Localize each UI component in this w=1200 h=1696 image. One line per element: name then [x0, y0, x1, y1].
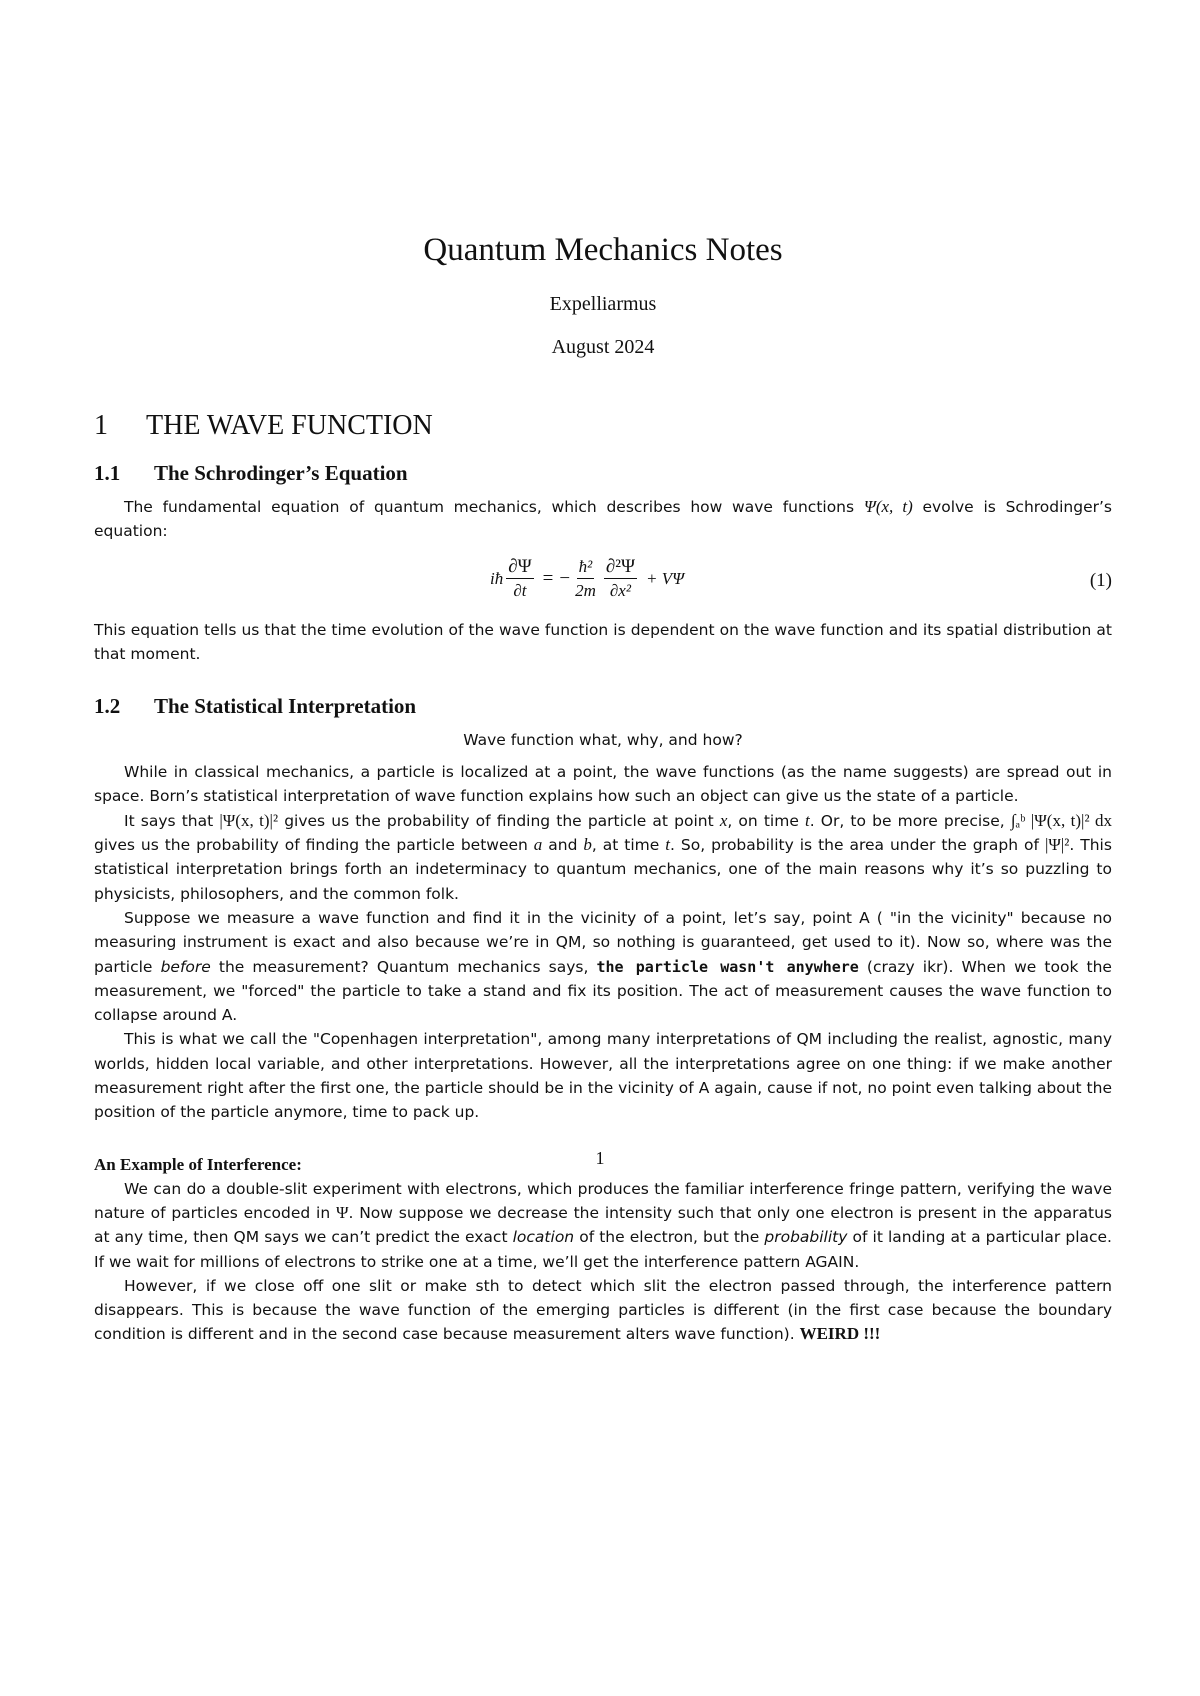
paragraph-measurement: Suppose we measure a wave function and find it in the vicinity of a point, let’s say, point A ( "in the vicinity" because no measuring instrument is exact and also because we’re in QM, so nothing is guaranteed, get used to it). Now so, where was the particle before the measurement? Quantum mechanics says, the particle wasn't anywhere (crazy ikr). When we took the measurement, we "forced" the particle to take a stand and fix its position. The act of measurement causes the wave function to collapse around A. — [94, 908, 1112, 1025]
equation-schrodinger — [94, 552, 1112, 614]
paragraph-schrodinger-intro: The fundamental equation of quantum mechanics, which describes how wave functions Ψ(x, t) evolve is Schrodinger’s equation: — [94, 497, 1113, 541]
paragraph-copenhagen: This is what we call the "Copenhagen interpretation", among many interpretations of QM including the realist, agnostic, many worlds, hidden local variable, and other interpretations. However, all the interpretations agree on one thing: if we make another measurement right after the first one, the particle should be in the vicinity of A again, cause if not, no point even talking about the position of the particle anymore, time to pack up. — [94, 1030, 1112, 1122]
emphasis-location: location — [512, 1228, 575, 1247]
example-heading: An Example of Interference: — [94, 1154, 302, 1174]
page-content — [94, 232, 1112, 1347]
eq-lhs-prefix: iħ — [490, 569, 504, 589]
subsection-title: The Schrodinger’s Equation — [154, 461, 408, 485]
subsection-number: 1.2 — [94, 694, 121, 719]
inline-math: a — [533, 835, 543, 855]
subsection-heading-1-1 — [94, 459, 1112, 487]
document-author: Expelliarmus — [549, 293, 657, 315]
paragraph-born-rule: It says that |Ψ(x, t)|² gives us the probability of finding the particle at point x, on time t. Or, to be more precise, ∫ₐᵇ |Ψ(x, t)|² dx gives us the probability of finding the particle between a and b, at time t. So, probability is the area under the graph of |Ψ|². This statistical interpretation brings forth an indeterminacy to quantum mechanics, one of the main reasons why it’s so puzzling to physicists, philosophers, and the common folk. — [94, 810, 1112, 903]
centered-question: Wave function what, why, and how? — [463, 731, 743, 750]
emphasis-before: before — [160, 957, 211, 976]
page-number: 1 — [595, 1148, 605, 1168]
document-date: August 2024 — [551, 336, 655, 358]
bold-weird: WEIRD !!! — [799, 1324, 881, 1344]
inline-math: |Ψ|² — [1044, 835, 1070, 855]
inline-math: Ψ — [335, 1202, 349, 1222]
emphasis-probability: probability — [764, 1228, 848, 1247]
subsection-heading-1-2 — [94, 692, 1112, 720]
paragraph-equation-explanation: This equation tells us that the time evolution of the wave function is dependent on the wave function and its spatial distribution at that moment. — [94, 620, 1112, 663]
equation-body — [490, 556, 690, 603]
inline-math: t — [805, 810, 810, 830]
document-title: Quantum Mechanics Notes — [423, 232, 783, 268]
paragraph-classical-vs-wave: While in classical mechanics, a particle is localized at a point, the wave functions (as the name suggests) are spread out in space. Born’s statistical interpretation of wave function explains how such an object can give us the state of a particle. — [94, 763, 1112, 806]
inline-math: |Ψ(x, t)|² — [219, 810, 279, 830]
bold-statement: the particle wasn't anywhere — [596, 957, 859, 976]
subsection-title: The Statistical Interpretation — [154, 694, 417, 719]
eq-fraction-space-derivative: $\frac{\text{∂²Ψ}}{\text{∂x²}}$ — [605, 555, 635, 600]
inline-math: t — [665, 835, 670, 855]
inline-math: b — [583, 835, 592, 855]
paragraph-interference-disappears: However, if we close off one slit or make sth to detect which slit the electron passed through, the interference pattern disappears. This is because the wave function of the emerging particles is different (in the first case because the boundary condition is different and in the second case because measurement alters wave function). WEIRD !!! — [94, 1276, 1112, 1344]
equation-label: (1) — [1089, 569, 1112, 591]
eq-fraction-time-derivative: $\frac{\partial\Psi}{\partial t}$ — [508, 555, 532, 600]
inline-math: Ψ(x, t) — [863, 497, 913, 516]
inline-math-integral: ∫ₐᵇ |Ψ(x, t)|² dx — [1010, 810, 1112, 830]
subsection-number: 1.1 — [94, 461, 121, 485]
eq-potential-term: + VΨ — [645, 569, 685, 589]
eq-equals: = — [542, 568, 554, 590]
eq-fraction-coefficient: $\frac{\text{ħ²}}{2m}$ — [575, 556, 596, 600]
section-number: 1 — [94, 410, 108, 441]
eq-minus: − — [559, 568, 571, 590]
paragraph-double-slit: We can do a double-slit experiment with electrons, which produces the familiar interference fringe pattern, verifying the wave nature of particles encoded in Ψ. Now suppose we decrease the intensity such that only one electron is present in the apparatus at any time, then QM says we can’t predict the exact location of the electron, but the probability of it landing at a particular place. If we wait for millions of electrons to strike one at a time, we’ll get the interference pattern AGAIN. — [94, 1179, 1112, 1271]
inline-math: x — [719, 810, 728, 830]
section-heading — [94, 409, 1112, 443]
section-title: THE WAVE FUNCTION — [146, 410, 433, 441]
